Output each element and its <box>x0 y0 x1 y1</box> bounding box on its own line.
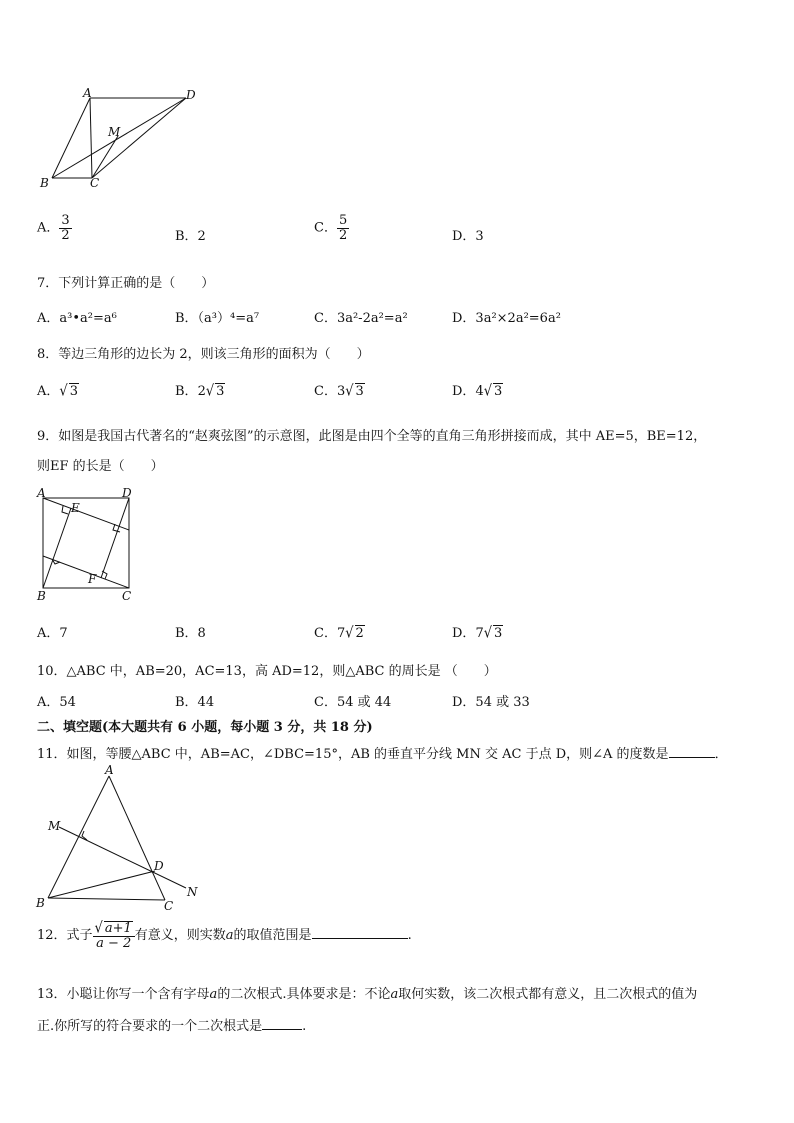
q8-option-c <box>314 380 365 399</box>
q9-option-c-radicand: 2 <box>355 626 364 641</box>
q11-label-A: A <box>105 764 114 777</box>
q8-option-c-coef: 3 <box>336 384 346 399</box>
q11-figure <box>32 764 207 914</box>
q7-option-b: B．（a³）⁴=a⁷ <box>175 311 260 326</box>
q10-option-d: D．54 或 33 <box>452 695 530 710</box>
q6-option-c-denominator: 2 <box>338 227 348 243</box>
q11-label-M: M <box>48 819 61 833</box>
q11-stem: 11．如图，等腰△ABC 中，AB=AC，∠DBC=15°，AB 的垂直平分线 MN 交 AC 于点 D，则∠A 的度数是 <box>37 747 669 762</box>
q12-numerator: a+1 <box>104 921 132 936</box>
q9-option-d <box>452 622 503 641</box>
sqrt-symbol: √ <box>483 624 493 643</box>
sqrt-symbol: √ <box>345 382 354 401</box>
q6-option-c-numerator: 5 <box>338 213 348 228</box>
q6-label-C: C <box>90 176 100 190</box>
q8-option-a-radicand: 3 <box>69 384 78 399</box>
q8-option-d-coef: 4 <box>475 384 484 399</box>
q13-answer-blank[interactable] <box>262 1029 302 1030</box>
q13-line1 <box>37 983 697 1002</box>
q13-line2-text: 正.你所写的符合要求的一个二次根式是 <box>37 1019 263 1034</box>
q13-var-2: a <box>390 987 399 1002</box>
q9-option-a: A．7 <box>37 626 68 641</box>
q8-option-c-radicand: 3 <box>355 384 364 399</box>
q11-label-D: D <box>154 859 164 873</box>
q9-label-C: C <box>122 589 132 603</box>
q6-option-a-fraction <box>59 214 71 242</box>
q12-prefix: 12．式子 <box>37 928 93 944</box>
q11-label-C: C <box>164 899 174 913</box>
sqrt-symbol: √ <box>59 382 68 401</box>
sqrt-symbol: √ <box>345 624 354 643</box>
q10-option-b: B．44 <box>175 695 215 710</box>
q12-mid: 有意义，则实数 <box>134 928 226 944</box>
q9-label-F: F <box>88 572 97 586</box>
q6-label-B: B <box>40 176 49 190</box>
q12-var: a <box>225 928 234 944</box>
q6-label-M: M <box>108 125 121 139</box>
q6-option-a-prefix: A． <box>37 220 60 236</box>
section2-heading: 二、填空题(本大题共有 6 小题，每小题 3 分，共 18 分) <box>37 720 373 735</box>
q7-stem: 7．下列计算正确的是（ ） <box>37 276 215 291</box>
q11-answer-blank[interactable] <box>669 757 715 758</box>
q10-option-a: A．54 <box>37 695 76 710</box>
q13-end: . <box>302 1019 307 1034</box>
q9-label-D: D <box>122 486 132 500</box>
q8-option-d-radicand: 3 <box>494 384 503 399</box>
q9-stem-line2: 则EF 的长是（ ） <box>37 459 164 474</box>
q12-answer-blank[interactable] <box>312 938 408 939</box>
q12-fraction <box>93 921 135 950</box>
q9-label-E: E <box>71 501 80 515</box>
q13-line1-b: 的二次根式.具体要求是：不论 <box>217 987 391 1002</box>
q11-label-N: N <box>187 885 198 899</box>
q6-label-D: D <box>186 88 196 102</box>
q6-option-b: B．2 <box>175 229 206 244</box>
q8-option-a <box>37 380 79 399</box>
q12-numerator-wrap <box>93 921 135 937</box>
q8-option-b-coef: 2 <box>197 384 206 399</box>
q8-option-c-prefix: C． <box>314 384 337 399</box>
q6-option-a-numerator: 3 <box>61 213 70 228</box>
q6-option-c-prefix: C． <box>314 220 337 236</box>
q12-suffix: 的取值范围是 <box>233 928 312 944</box>
q6-option-a-denominator: 2 <box>61 227 70 243</box>
q6-label-A: A <box>83 86 92 100</box>
q10-stem: 10．△ABC 中，AB=20，AC=13，高 AD=12，则△ABC 的周长是 （ ） <box>37 664 497 679</box>
q8-option-a-prefix: A． <box>37 384 60 399</box>
q12-denominator: a − 2 <box>96 935 132 951</box>
q9-option-d-radicand: 3 <box>494 626 503 641</box>
q8-stem: 8．等边三角形的边长为 2，则该三角形的面积为（ ） <box>37 347 370 362</box>
q7-option-d: D．3a²×2a²=6a² <box>452 311 561 326</box>
q6-option-a <box>37 214 72 242</box>
sqrt-symbol: √ <box>205 382 215 401</box>
q8-option-b <box>175 380 225 399</box>
q9-option-d-coef: 7 <box>475 626 484 641</box>
q9-option-c-coef: 7 <box>336 626 346 641</box>
q13-line2 <box>37 1015 306 1034</box>
q6-option-d: D．3 <box>452 229 484 244</box>
q13-var-1: a <box>209 987 218 1002</box>
q9-option-c-prefix: C． <box>314 626 337 641</box>
q6-figure <box>36 86 206 192</box>
q9-label-B: B <box>37 589 46 603</box>
sqrt-symbol: √ <box>94 919 103 938</box>
q11-label-B: B <box>36 896 45 910</box>
q6-option-c-fraction <box>337 214 349 242</box>
q7-option-a: A．a³•a²=a⁶ <box>37 311 117 326</box>
q8-option-d-prefix: D． <box>452 384 476 399</box>
q11-end: ． <box>714 747 728 762</box>
q8-option-b-radicand: 3 <box>216 384 225 399</box>
q9-option-b: B．8 <box>175 626 206 641</box>
q9-option-d-prefix: D． <box>452 626 476 641</box>
q9-figure <box>34 486 144 606</box>
q7-option-c: C．3a²-2a²=a² <box>314 311 408 326</box>
q13-line1-a: 13．小聪让你写一个含有字母 <box>37 987 210 1002</box>
q11-stem-line <box>37 743 728 762</box>
q12-end: . <box>407 928 412 944</box>
q13-line1-c: 取何实数，该二次根式都有意义，且二次根式的值为 <box>398 987 698 1002</box>
q8-option-b-prefix: B． <box>175 384 198 399</box>
q12-line <box>37 921 412 950</box>
q6-option-c <box>314 214 349 242</box>
q10-option-c: C．54 或 44 <box>314 695 392 710</box>
q9-option-c <box>314 622 365 641</box>
q9-label-A: A <box>37 486 46 500</box>
sqrt-symbol: √ <box>483 382 493 401</box>
q8-option-d <box>452 380 503 399</box>
q9-stem-line1: 9．如图是我国古代著名的“赵爽弦图”的示意图，此图是由四个全等的直角三角形拼接而成，其中 AE=5，BE=12， <box>37 429 707 444</box>
